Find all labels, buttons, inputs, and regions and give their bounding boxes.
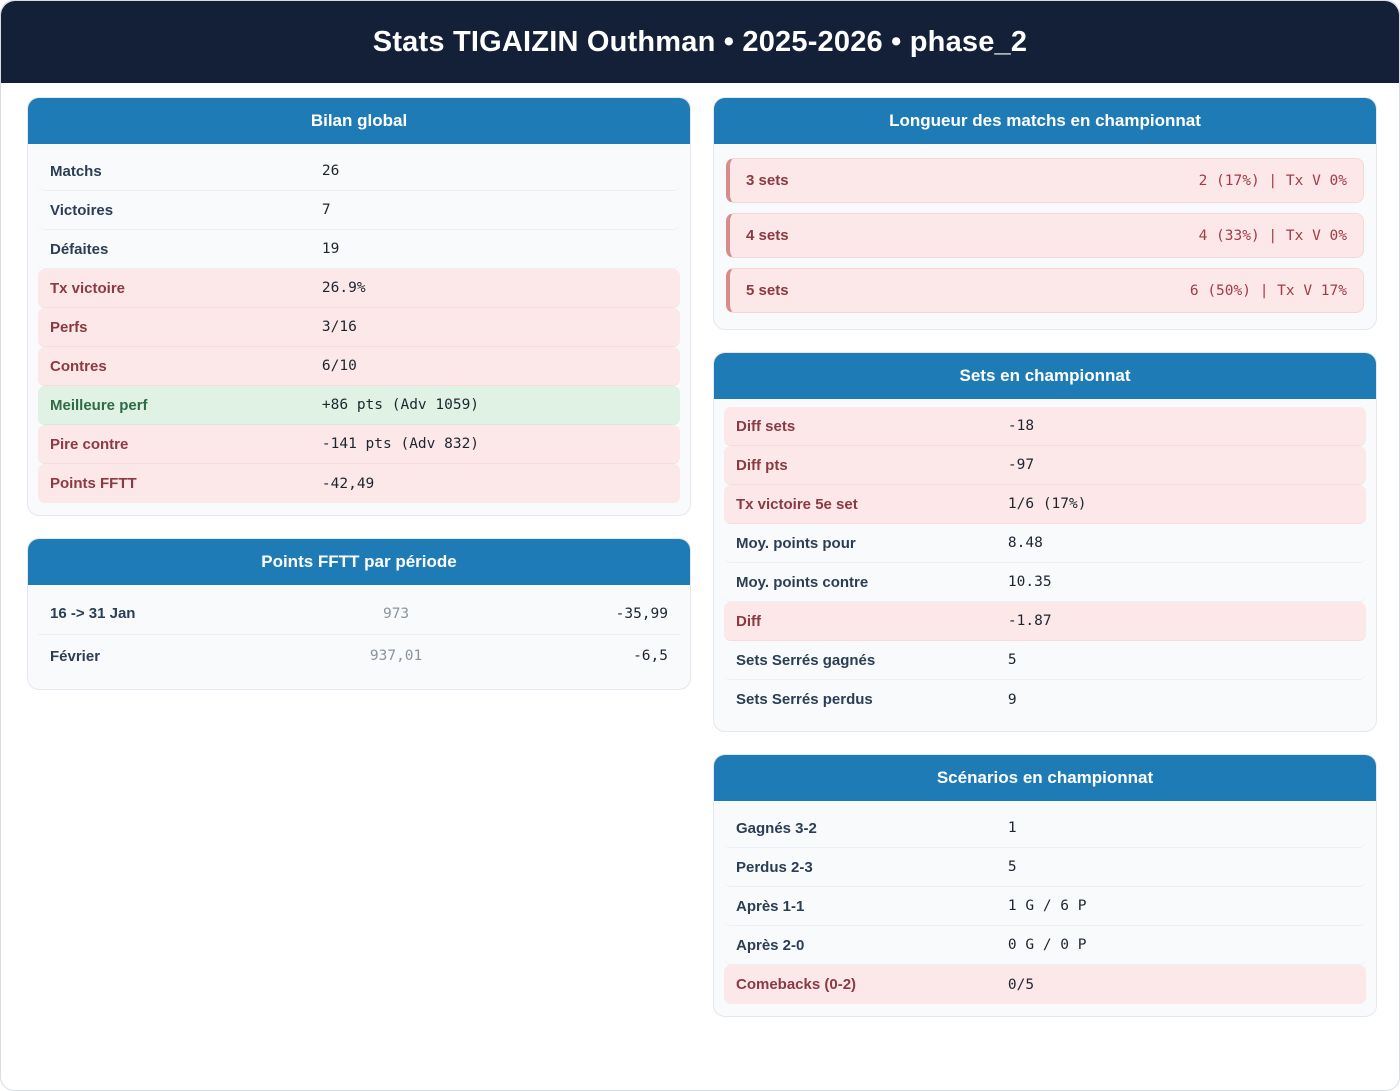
pill-label: 4 sets — [746, 227, 789, 244]
card-longueur-matchs — [713, 97, 1377, 330]
table-row — [724, 485, 1366, 524]
row-label: Moy. points pour — [736, 534, 856, 552]
card-bilan-global-body — [28, 144, 690, 515]
row-value: 0 G / 0 P — [1007, 937, 1087, 953]
row-value: 19 — [321, 241, 340, 257]
row-value: 26 — [321, 163, 340, 179]
card-scenarios-championnat — [713, 754, 1377, 1017]
title-bar — [1, 1, 1399, 83]
table-row — [38, 152, 680, 191]
row-value: 10.35 — [1007, 574, 1052, 590]
table-row — [724, 602, 1366, 641]
card-points-fftt-periode — [27, 538, 691, 690]
table-row — [38, 635, 680, 677]
row-label: Pire contre — [50, 435, 129, 453]
card-bilan-global — [27, 97, 691, 516]
row-label: Diff pts — [736, 456, 788, 474]
card-sets-championnat-body — [714, 399, 1376, 731]
table-row — [724, 848, 1366, 887]
card-points-fftt-periode-title: Points FFTT par période — [28, 539, 690, 585]
row-label: Comebacks (0-2) — [736, 976, 857, 993]
table-row — [38, 269, 680, 308]
row-value: 9 — [1007, 691, 1017, 708]
row-label: Points FFTT — [50, 475, 137, 492]
row-points-value: 973 — [382, 605, 410, 622]
row-label: Sets Serrés gagnés — [736, 651, 876, 669]
table-row — [724, 965, 1366, 1004]
card-scenarios-championnat-title: Scénarios en championnat — [714, 755, 1376, 801]
row-value: 1 G / 6 P — [1007, 898, 1087, 914]
row-value: -97 — [1007, 457, 1035, 473]
row-delta-value: -35,99 — [615, 605, 668, 622]
row-value: 7 — [321, 202, 331, 218]
card-bilan-global-title: Bilan global — [28, 98, 690, 144]
row-label: 16 -> 31 Jan — [50, 605, 136, 622]
left-column-spacer — [27, 712, 691, 1017]
card-sets-championnat-title: Sets en championnat — [714, 353, 1376, 399]
table-row — [38, 593, 680, 635]
pill-value: 6 (50%) | Tx V 17% — [1189, 282, 1347, 299]
row-value: -141 pts (Adv 832) — [321, 436, 480, 452]
left-column — [27, 97, 691, 1017]
pill-value: 2 (17%) | Tx V 0% — [1198, 172, 1347, 189]
pill-value: 4 (33%) | Tx V 0% — [1198, 227, 1347, 244]
table-row — [724, 446, 1366, 485]
content-area — [1, 83, 1399, 1039]
row-label: Tx victoire — [50, 279, 126, 297]
row-value: 3/16 — [321, 319, 357, 335]
page-title: Stats TIGAIZIN Outhman • 2025-2026 • phase_2 — [372, 25, 1028, 58]
row-label: Diff — [736, 612, 761, 630]
row-value: -18 — [1007, 418, 1035, 434]
card-points-fftt-periode-body — [28, 585, 690, 689]
list-item — [726, 158, 1364, 203]
row-value: 5 — [1007, 859, 1017, 875]
row-label: Victoires — [50, 201, 114, 219]
row-value: +86 pts (Adv 1059) — [321, 397, 480, 413]
table-row — [724, 680, 1366, 719]
row-label: Défaites — [50, 240, 109, 258]
row-value: 5 — [1007, 652, 1017, 668]
row-label: Moy. points contre — [736, 573, 869, 591]
row-delta-value: -6,5 — [633, 648, 668, 664]
row-value: -1.87 — [1007, 613, 1052, 629]
row-value: 8.48 — [1007, 535, 1043, 551]
table-row — [724, 524, 1366, 563]
row-points-value: 937,01 — [369, 648, 423, 664]
table-row — [724, 563, 1366, 602]
table-row — [38, 308, 680, 347]
row-label: Sets Serrés perdus — [736, 691, 873, 708]
row-value: 0/5 — [1007, 976, 1035, 993]
row-value: 1/6 (17%) — [1007, 496, 1087, 512]
list-item — [726, 268, 1364, 313]
row-value: 26.9% — [321, 280, 366, 296]
table-row — [724, 641, 1366, 680]
card-sets-championnat — [713, 352, 1377, 732]
table-row — [38, 464, 680, 503]
pill-label: 3 sets — [746, 172, 789, 189]
table-row — [38, 386, 680, 425]
row-label: Après 1-1 — [736, 897, 805, 915]
row-label: Diff sets — [736, 417, 796, 435]
row-value: -42,49 — [321, 475, 375, 492]
right-column — [713, 97, 1377, 1017]
list-item — [726, 213, 1364, 258]
card-longueur-matchs-body — [714, 144, 1376, 329]
row-label: Matchs — [50, 162, 102, 180]
table-row — [38, 347, 680, 386]
table-row — [38, 230, 680, 269]
table-row — [724, 407, 1366, 446]
pill-label: 5 sets — [746, 282, 789, 299]
table-row — [724, 887, 1366, 926]
row-value: 6/10 — [321, 358, 357, 374]
row-label: Contres — [50, 357, 107, 375]
card-scenarios-championnat-body — [714, 801, 1376, 1016]
row-label: Après 2-0 — [736, 936, 805, 954]
row-label: Meilleure perf — [50, 396, 148, 414]
row-value: 1 — [1007, 820, 1017, 836]
row-label: Perdus 2-3 — [736, 858, 813, 876]
row-label: Perfs — [50, 318, 88, 336]
row-label: Gagnés 3-2 — [736, 819, 817, 837]
table-row — [38, 425, 680, 464]
card-longueur-matchs-title: Longueur des matchs en championnat — [714, 98, 1376, 144]
row-label: Tx victoire 5e set — [736, 495, 858, 513]
table-row — [38, 191, 680, 230]
table-row — [724, 926, 1366, 965]
table-row — [724, 809, 1366, 848]
row-label: Février — [50, 647, 101, 665]
